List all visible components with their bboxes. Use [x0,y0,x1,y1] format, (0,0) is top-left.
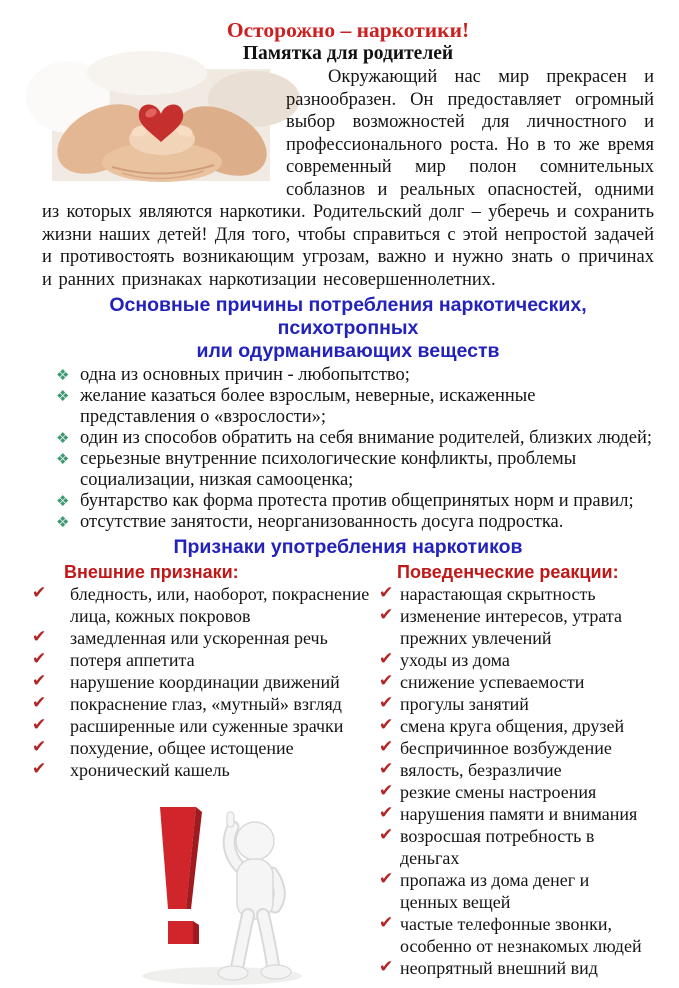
list-item [56,449,654,491]
diamond-bullet-icon: ❖ [56,492,70,510]
sign-text: прогулы занятий [400,694,529,714]
list-item [377,957,650,979]
hands-holding-heart-illustration [52,69,270,181]
list-item [30,627,377,649]
list-item [377,605,650,649]
intro-section [42,66,654,291]
list-item [30,693,377,715]
sign-text: пропажа из дома денег и ценных вещей [400,870,590,912]
page-subtitle: Памятка для родителей [242,43,454,64]
checkmark-icon: ✔ [379,913,394,933]
cause-text: серьезные внутренние психологические конфликты, проблемы социализации, низкая самооценка; [80,449,577,490]
cause-text: один из способов обратить на себя внимание родителей, близких людей; [80,428,653,448]
sign-text: беспричинное возбуждение [400,738,612,758]
list-item [377,649,650,671]
list-item [56,365,654,386]
exclamation-figure-illustration [122,793,327,988]
list-item [377,869,650,913]
sign-text: расширенные или суженные зрачки [70,716,344,736]
list-item [377,759,650,781]
sign-text: потеря аппетита [70,650,195,670]
sign-text: изменение интересов, утрата прежних увлечений [400,606,622,648]
sign-text: бледность, или, наоборот, покраснение лица, кожных покровов [70,584,370,626]
checkmark-icon: ✔ [379,737,394,757]
external-signs-list [30,583,377,781]
list-item [56,512,654,533]
checkmark-icon: ✔ [32,583,47,603]
list-item [56,386,654,428]
sign-text: нарушение координации движений [70,672,340,692]
sign-text: смена круга общения, друзей [400,716,625,736]
sign-text: замедленная или ускоренная речь [70,628,328,648]
intro-paragraph: Окружающий нас мир прекрасен и разнообразен. Он предоставляет огромный выбор возможностей для личностного и профессионального роста. Но в то же время современный мир полон сомнительных соблазнов и реальных опасностей, одними из которых являются наркотики. Родительский долг – уберечь и сохранить жизни наших детей! Для того, чтобы справиться с этой непростой задачей и противостоять возникающим угрозам, важно и нужно знать о причинах и ранних признаках наркотизации несовершеннолетних. [42,67,654,290]
sign-text: резкие смены настроения [400,782,597,802]
family-hands-heart-photo [52,69,270,181]
diamond-bullet-icon: ❖ [56,366,70,384]
list-item [30,649,377,671]
sign-text: нарастающая скрытность [400,584,596,604]
list-item [56,428,654,449]
checkmark-icon: ✔ [379,825,394,845]
list-item [377,671,650,693]
checkmark-icon: ✔ [379,671,394,691]
checkmark-icon: ✔ [32,737,47,757]
page-title: Осторожно – наркотики! [226,18,470,42]
list-item [30,671,377,693]
sign-text: хронический кашель [70,760,230,780]
external-signs-heading: Внешние признаки: [64,562,239,582]
signs-heading: Признаки употребления наркотиков [173,536,523,558]
list-item [30,715,377,737]
cause-text: отсутствие занятости, неорганизованность досуга подростка. [80,512,564,532]
causes-list [56,365,654,533]
list-item [377,693,650,715]
behavioral-signs-heading: Поведенческие реакции: [397,562,619,582]
checkmark-icon: ✔ [379,957,394,977]
diamond-bullet-icon: ❖ [56,387,70,405]
list-item [377,825,650,869]
list-item [377,737,650,759]
sign-text: вялость, безразличие [400,760,562,780]
cause-text: желание казаться более взрослым, неверные, искаженные представления о «взрослости»; [80,386,536,427]
cause-text: бунтарство как форма протеста против общепринятых норм и правил; [80,491,634,511]
checkmark-icon: ✔ [32,759,47,779]
sign-text: частые телефонные звонки, особенно от незнакомых людей [400,914,642,956]
sign-text: уходы из дома [400,650,510,670]
checkmark-icon: ✔ [379,649,394,669]
list-item [30,583,377,627]
checkmark-icon: ✔ [379,715,394,735]
checkmark-icon: ✔ [379,869,394,889]
list-item [377,781,650,803]
sign-text: покраснение глаз, «мутный» взгляд [70,694,342,714]
cause-text: одна из основных причин - любопытство; [80,365,410,385]
checkmark-icon: ✔ [32,627,47,647]
checkmark-icon: ✔ [379,759,394,779]
exclamation-mark-icon [160,807,202,944]
checkmark-icon: ✔ [32,671,47,691]
causes-heading-line1: Основные причины потребления наркотических, психотропных [109,294,587,339]
checkmark-icon: ✔ [32,693,47,713]
behavioral-signs-column [377,561,654,988]
diamond-bullet-icon: ❖ [56,513,70,531]
list-item [56,491,654,512]
checkmark-icon: ✔ [379,803,394,823]
sign-text: неопрятный внешний вид [400,958,598,978]
causes-heading-line2: или одурманивающих веществ [196,340,500,362]
list-item [377,803,650,825]
sign-text: возросшая потребность в деньгах [400,826,595,868]
external-signs-column [30,561,377,988]
list-item [30,737,377,759]
causes-heading [42,294,654,363]
checkmark-icon: ✔ [32,715,47,735]
signs-columns [30,561,654,988]
behavioral-signs-list [377,583,650,979]
list-item [30,759,377,781]
checkmark-icon: ✔ [379,605,394,625]
list-item [377,715,650,737]
diamond-bullet-icon: ❖ [56,429,70,447]
sign-text: снижение успеваемости [400,672,585,692]
sign-text: похудение, общее истощение [70,738,294,758]
diamond-bullet-icon: ❖ [56,450,70,468]
checkmark-icon: ✔ [379,781,394,801]
checkmark-icon: ✔ [379,693,394,713]
sign-text: нарушения памяти и внимания [400,804,638,824]
list-item [377,583,650,605]
list-item [377,913,650,957]
checkmark-icon: ✔ [379,583,394,603]
figure-person [218,812,291,980]
checkmark-icon: ✔ [32,649,47,669]
